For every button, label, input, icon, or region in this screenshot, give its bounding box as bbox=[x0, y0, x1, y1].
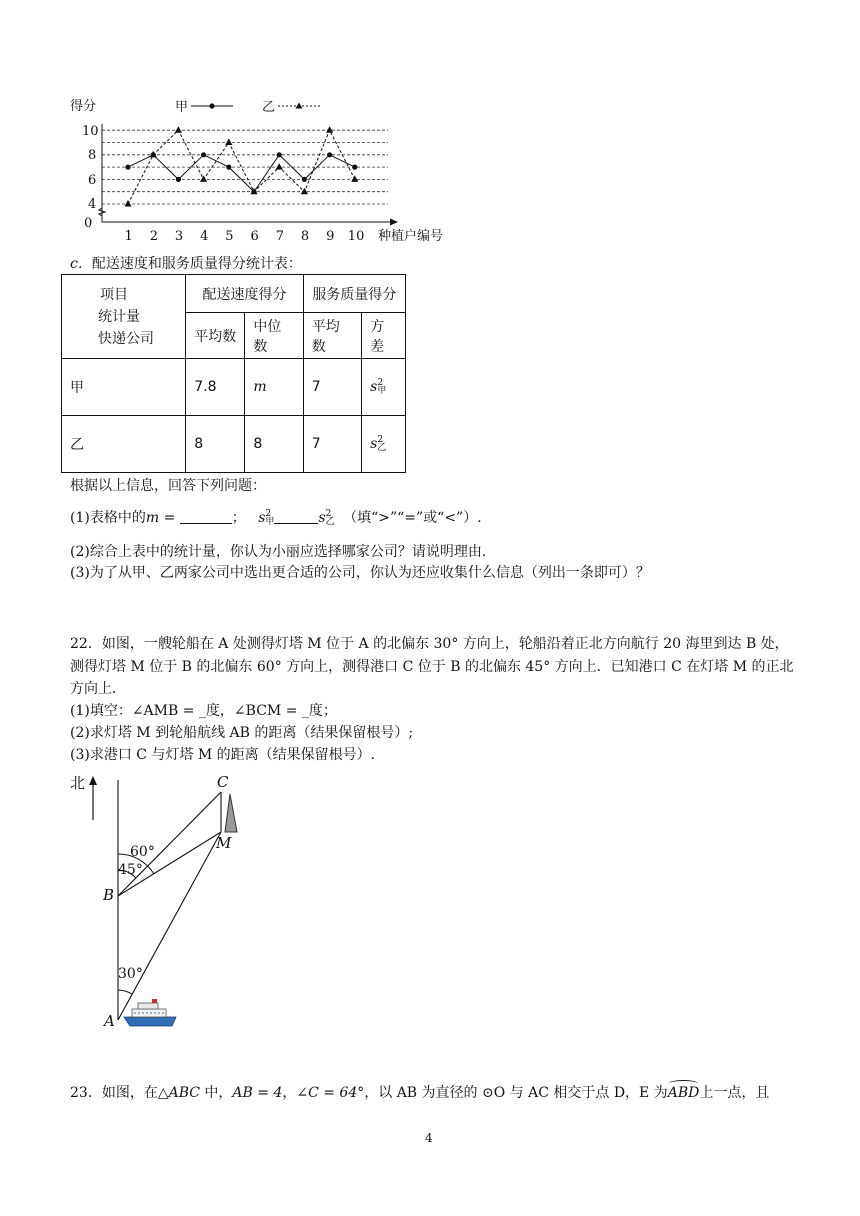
data-point-jia bbox=[352, 165, 357, 170]
data-point-jia bbox=[176, 177, 181, 182]
table-diagonal-header: 项目 统计量 快递公司 bbox=[62, 275, 186, 359]
y-tick-0: 0 bbox=[84, 216, 93, 231]
x-tick-label: 3 bbox=[174, 229, 184, 244]
series-yi bbox=[124, 126, 358, 206]
row-speed-median: m bbox=[245, 359, 303, 416]
q21-part2: (2)综合上表中的统计量，你认为小丽应选择哪家公司？请说明理由. bbox=[70, 544, 487, 560]
row-company: 乙 bbox=[62, 416, 186, 473]
point-label-b: B bbox=[103, 886, 115, 904]
row-company: 甲 bbox=[62, 359, 186, 416]
x-axis-arrow bbox=[390, 219, 398, 226]
arc-abd: ABD bbox=[667, 1085, 700, 1101]
segment-am bbox=[118, 832, 221, 1020]
data-point-yi bbox=[175, 126, 182, 133]
header-service-mean: 平均数 bbox=[303, 313, 361, 359]
point-label-a: A bbox=[104, 1012, 115, 1030]
x-tick-label: 9 bbox=[326, 229, 335, 244]
section-c-heading: c．配送速度和服务质量得分统计表： bbox=[70, 256, 302, 272]
angle-label-60: 60° bbox=[130, 844, 155, 860]
header-speed-median: 中位数 bbox=[245, 313, 303, 359]
header-speed-mean: 平均数 bbox=[186, 313, 245, 359]
q22-stem-line1: 22．如图，一艘轮船在 A 处测得灯塔 M 位于 A 的北偏东 30° 方向上，轮船沿着正北方向航行 20 海里到达 B 处， bbox=[70, 636, 789, 652]
stats-table bbox=[61, 274, 406, 473]
data-point-yi bbox=[326, 126, 333, 133]
table-row bbox=[62, 416, 406, 473]
row-speed-median: 8 bbox=[245, 416, 303, 473]
q21-part3: (3)为了从甲、乙两家公司中选出更合适的公司，你认为还应收集什么信息（列出一条即可）？ bbox=[70, 565, 650, 581]
row-speed-mean: 8 bbox=[186, 416, 245, 473]
data-point-jia bbox=[226, 165, 231, 170]
score-line-chart bbox=[60, 96, 460, 248]
point-label-m: M bbox=[216, 834, 232, 852]
data-point-yi bbox=[200, 175, 207, 182]
y-tick-8: 8 bbox=[88, 148, 97, 163]
data-point-jia bbox=[302, 177, 307, 182]
y-tick-6: 6 bbox=[88, 173, 97, 188]
chart-grid bbox=[102, 130, 388, 204]
q22-stem-line3: 方向上． bbox=[70, 681, 126, 697]
legend-yi-marker bbox=[296, 103, 303, 109]
x-tick-label: 10 bbox=[347, 229, 365, 244]
row-variance: s 2 甲 bbox=[362, 359, 406, 416]
x-tick-label: 5 bbox=[225, 229, 234, 244]
x-tick-label: 1 bbox=[124, 229, 133, 244]
row-service-mean: 7 bbox=[303, 416, 361, 473]
row-service-mean: 7 bbox=[303, 359, 361, 416]
angle-label-30: 30° bbox=[118, 966, 143, 982]
north-arrow-icon bbox=[89, 776, 97, 785]
x-tick-label: 4 bbox=[200, 229, 209, 244]
y-tick-4: 4 bbox=[88, 197, 97, 212]
data-point-yi bbox=[276, 163, 283, 170]
x-tick-labels bbox=[125, 229, 365, 244]
q22-stem-line2: 测得灯塔 M 位于 B 的北偏东 60° 方向上，测得港口 C 位于 B 的北偏东 45° 方向上．已知港口 C 在灯塔 M 的正北 bbox=[70, 659, 794, 675]
data-point-yi bbox=[150, 151, 157, 158]
intro-text: 根据以上信息，回答下列问题： bbox=[70, 478, 266, 494]
row-speed-mean: 7.8 bbox=[186, 359, 245, 416]
y-tick-10: 10 bbox=[82, 124, 99, 139]
angle-arc-30 bbox=[118, 990, 132, 994]
chart-xlabel: 种植户编号 bbox=[378, 229, 444, 244]
q22-part3: (3)求港口 C 与灯塔 M 的距离（结果保留根号）. bbox=[70, 747, 376, 763]
data-point-yi bbox=[225, 139, 232, 146]
table-row bbox=[62, 359, 406, 416]
x-tick-label: 7 bbox=[275, 229, 284, 244]
point-label-c: C bbox=[217, 773, 229, 791]
page-number: 4 bbox=[425, 1131, 433, 1145]
data-point-jia bbox=[327, 152, 332, 157]
header-service: 服务质量得分 bbox=[303, 275, 405, 313]
chart-ylabel: 得分 bbox=[70, 99, 97, 114]
x-tick-label: 6 bbox=[250, 229, 259, 244]
data-point-yi bbox=[351, 175, 358, 182]
row-variance: s 2 乙 bbox=[362, 416, 406, 473]
q23-stem: 23．如图，在△ABC 中，AB = 4，∠C = 64°，以 AB 为直径的 ⊙O 与 AC 相交于点 D，E 为ABD上一点，且 bbox=[70, 1085, 770, 1101]
q22-part1: (1)填空：∠AMB = _度，∠BCM = _度； bbox=[70, 703, 337, 719]
angle-label-45: 45° bbox=[118, 862, 143, 878]
header-variance: 方差 bbox=[362, 313, 406, 359]
x-tick-label: 2 bbox=[149, 229, 158, 244]
series-jia bbox=[125, 152, 357, 194]
x-tick-label: 8 bbox=[300, 229, 310, 244]
series-line-jia bbox=[128, 155, 355, 192]
answer-blank-compare[interactable] bbox=[274, 509, 318, 524]
data-point-jia bbox=[125, 165, 130, 170]
legend-yi-label: 乙 bbox=[262, 100, 276, 115]
header-speed: 配送速度得分 bbox=[186, 275, 304, 313]
q21-part1: (1)表格中的m = ； s 2 甲 s 2 乙 （填“>”“=”或“<”）. bbox=[70, 509, 482, 527]
legend-jia-marker bbox=[209, 103, 214, 108]
answer-blank-m[interactable] bbox=[180, 509, 232, 524]
data-point-jia bbox=[201, 152, 206, 157]
lighthouse-icon bbox=[225, 794, 237, 832]
data-point-jia bbox=[277, 152, 282, 157]
legend-jia-label: 甲 bbox=[175, 100, 189, 115]
north-label: 北 bbox=[70, 774, 86, 792]
ship-icon bbox=[124, 999, 176, 1026]
q22-navigation-figure bbox=[60, 768, 300, 1038]
data-point-yi bbox=[124, 200, 131, 207]
q22-part2: (2)求灯塔 M 到轮船航线 AB 的距离（结果保留根号）; bbox=[70, 725, 414, 741]
